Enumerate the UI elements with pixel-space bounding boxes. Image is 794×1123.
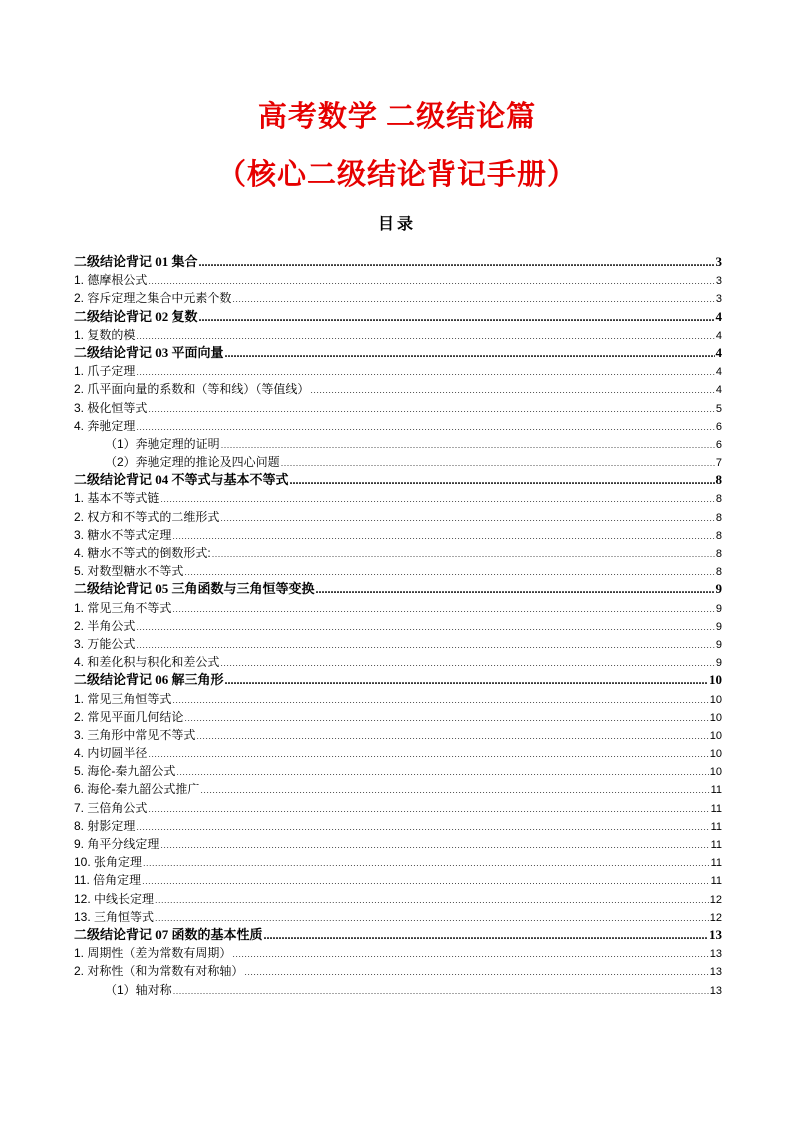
toc-entry[interactable] xyxy=(74,726,722,744)
table-of-contents xyxy=(74,253,722,999)
toc-entry[interactable] xyxy=(74,744,722,762)
toc-entry[interactable] xyxy=(74,635,722,653)
dot-leader xyxy=(136,618,715,636)
dot-leader xyxy=(136,363,715,381)
dot-leader xyxy=(173,982,709,1000)
dot-leader xyxy=(136,327,715,345)
toc-page-number: 10 xyxy=(709,748,722,761)
toc-heading: 目录 xyxy=(377,216,416,233)
dot-leader xyxy=(184,563,715,581)
toc-entry[interactable] xyxy=(74,526,722,544)
dot-leader xyxy=(136,636,715,654)
toc-entry[interactable] xyxy=(74,289,722,307)
dot-leader xyxy=(143,854,710,872)
toc-page-number: 4 xyxy=(715,308,722,324)
toc-entry-label: 二级结论背记 07 函数的基本性质 xyxy=(74,926,263,942)
toc-page-number: 10 xyxy=(709,729,722,742)
toc-entry[interactable] xyxy=(74,362,722,380)
toc-page-number: 9 xyxy=(715,581,722,597)
toc-entry[interactable] xyxy=(74,417,722,435)
toc-entry[interactable] xyxy=(74,380,722,398)
dot-leader xyxy=(264,926,708,944)
toc-page-number: 10 xyxy=(709,672,722,688)
toc-entry[interactable] xyxy=(74,871,722,889)
dot-leader xyxy=(200,781,709,799)
toc-page-number: 11 xyxy=(710,857,722,870)
toc-section-entry[interactable] xyxy=(74,253,722,271)
toc-entry[interactable] xyxy=(74,708,722,726)
toc-entry-label: 9. 角平分线定理 xyxy=(74,837,160,851)
dot-leader xyxy=(212,545,715,563)
dot-leader xyxy=(160,836,709,854)
dot-leader xyxy=(136,818,709,836)
toc-entry-label: 二级结论背记 04 不等式与基本不等式 xyxy=(74,472,289,488)
toc-entry-label: 二级结论背记 06 解三角形 xyxy=(74,672,224,688)
toc-entry-label: 1. 复数的模 xyxy=(74,327,136,342)
toc-entry-label: 4. 内切圆半径 xyxy=(74,746,148,761)
dot-leader xyxy=(148,272,715,290)
toc-page-number: 12 xyxy=(709,893,722,906)
dot-leader xyxy=(220,654,715,672)
toc-page-number: 9 xyxy=(715,602,722,615)
toc-entry-label: 二级结论背记 02 复数 xyxy=(74,308,198,324)
toc-entry-label: 4. 糖水不等式的倒数形式: xyxy=(74,546,211,560)
toc-entry-label: 4. 奔驰定理 xyxy=(74,418,136,433)
toc-entry-label: 2. 常见平面几何结论 xyxy=(74,709,184,724)
dot-leader xyxy=(199,308,715,326)
toc-section-entry[interactable] xyxy=(74,308,722,326)
dot-leader xyxy=(142,872,709,890)
toc-entry[interactable] xyxy=(74,544,722,562)
dot-leader xyxy=(148,800,709,818)
toc-entry[interactable] xyxy=(74,962,722,980)
toc-page-number: 8 xyxy=(715,472,722,488)
document-subtitle: （核心二级结论背记手册） xyxy=(216,159,577,191)
toc-entry[interactable] xyxy=(74,271,722,289)
toc-entry[interactable] xyxy=(74,817,722,835)
toc-section-entry[interactable] xyxy=(74,926,722,944)
dot-leader xyxy=(176,763,708,781)
toc-entry-label: 1. 基本不等式链 xyxy=(74,491,160,506)
toc-entry-label: （1）轴对称 xyxy=(105,982,172,997)
toc-entry[interactable] xyxy=(74,562,722,580)
toc-page-number: 12 xyxy=(709,911,722,924)
toc-entry[interactable] xyxy=(74,435,722,453)
toc-entry[interactable] xyxy=(74,399,722,417)
toc-section-entry[interactable] xyxy=(74,580,722,598)
toc-page-number: 3 xyxy=(715,293,722,306)
toc-entry[interactable] xyxy=(74,690,722,708)
toc-page-number: 9 xyxy=(715,638,722,651)
toc-entry-label: （1）奔驰定理的证明 xyxy=(105,436,220,451)
toc-page-number: 11 xyxy=(710,802,722,815)
dot-leader xyxy=(221,436,715,454)
toc-page-number: 9 xyxy=(715,657,722,670)
dot-leader xyxy=(184,709,708,727)
toc-entry-label: 二级结论背记 01 集合 xyxy=(74,254,198,269)
toc-page-number: 6 xyxy=(715,420,722,433)
toc-entry-label: 1. 周期性（差为常数有周期） xyxy=(74,946,232,961)
toc-entry[interactable] xyxy=(74,908,722,926)
dot-leader xyxy=(310,381,715,399)
dot-leader xyxy=(155,891,709,909)
toc-entry-label: 二级结论背记 03 平面向量 xyxy=(74,344,224,360)
toc-page-number: 8 xyxy=(715,529,722,542)
toc-page-number: 4 xyxy=(715,384,722,397)
toc-entry-label: 5. 对数型糖水不等式 xyxy=(74,564,184,579)
dot-leader xyxy=(225,671,708,689)
toc-page-number: 10 xyxy=(709,766,722,779)
toc-entry-label: 8. 射影定理 xyxy=(74,818,136,833)
dot-leader xyxy=(160,490,715,508)
toc-entry-label: 13. 三角恒等式 xyxy=(74,909,155,924)
toc-page-number: 13 xyxy=(709,966,722,979)
toc-entry-label: 11. 倍角定理 xyxy=(74,873,142,888)
toc-entry-label: 二级结论背记 05 三角函数与三角恒等变换 xyxy=(74,581,315,597)
toc-entry-label: 2. 爪平面向量的系数和（等和线）（等值线） xyxy=(74,382,310,397)
toc-entry-label: 4. 和差化积与积化和差公式 xyxy=(74,655,220,670)
toc-page-number: 11 xyxy=(710,784,722,797)
dot-leader xyxy=(155,909,709,927)
dot-leader xyxy=(316,580,715,598)
toc-entry[interactable] xyxy=(74,890,722,908)
toc-page-number: 3 xyxy=(715,254,722,269)
toc-entry-label: 1. 常见三角不等式 xyxy=(74,600,172,615)
toc-entry-label: 3. 三角形中常见不等式 xyxy=(74,727,196,742)
toc-entry-label: 3. 糖水不等式定理 xyxy=(74,527,172,542)
dot-leader xyxy=(232,290,715,308)
dot-leader xyxy=(281,454,715,472)
dot-leader xyxy=(290,471,715,489)
dot-leader xyxy=(220,509,715,527)
dot-leader xyxy=(196,727,708,745)
document-title: 高考数学 二级结论篇 xyxy=(257,101,537,133)
toc-page-number: 8 xyxy=(715,511,722,524)
toc-entry[interactable] xyxy=(74,780,722,798)
toc-entry-label: 12. 中线长定理 xyxy=(74,891,155,906)
toc-section-entry[interactable] xyxy=(74,344,722,362)
toc-entry[interactable] xyxy=(74,981,722,999)
dot-leader xyxy=(136,418,715,436)
toc-entry[interactable] xyxy=(74,617,722,635)
toc-page-number: 11 xyxy=(710,875,722,888)
toc-page-number: 10 xyxy=(709,711,722,724)
toc-page-number: 13 xyxy=(709,948,722,961)
toc-page-number: 11 xyxy=(710,820,722,833)
toc-entry[interactable] xyxy=(74,799,722,817)
dot-leader xyxy=(232,945,708,963)
toc-entry[interactable] xyxy=(74,944,722,962)
toc-page-number: 6 xyxy=(715,438,722,451)
toc-page-number: 11 xyxy=(710,839,722,851)
toc-entry[interactable] xyxy=(74,489,722,507)
toc-entry[interactable] xyxy=(74,508,722,526)
toc-entry[interactable] xyxy=(74,762,722,780)
toc-page-number: 8 xyxy=(715,493,722,506)
dot-leader xyxy=(148,745,708,763)
toc-page-number: 13 xyxy=(709,926,722,942)
toc-entry-label: 1. 德摩根公式 xyxy=(74,273,148,288)
toc-page-number: 9 xyxy=(715,620,722,633)
toc-entry-label: 1. 常见三角恒等式 xyxy=(74,691,172,706)
toc-entry-label: 7. 三倍角公式 xyxy=(74,800,148,815)
toc-page-number: 8 xyxy=(715,548,722,560)
toc-page-number: 5 xyxy=(715,402,722,415)
toc-entry[interactable] xyxy=(74,326,722,344)
toc-page-number: 13 xyxy=(709,984,722,997)
toc-page-number: 8 xyxy=(715,566,722,579)
toc-page-number: 4 xyxy=(715,344,722,360)
dot-leader xyxy=(148,400,715,418)
toc-entry[interactable] xyxy=(74,453,722,471)
toc-entry-label: 2. 半角公式 xyxy=(74,618,136,633)
toc-entry-label: 2. 权方和不等式的二维形式 xyxy=(74,509,220,524)
toc-section-entry[interactable] xyxy=(74,471,722,489)
toc-entry[interactable] xyxy=(74,835,722,853)
toc-entry[interactable] xyxy=(74,853,722,871)
toc-page-number: 4 xyxy=(715,329,722,342)
dot-leader xyxy=(172,600,715,618)
toc-entry-label: 2. 对称性（和为常数有对称轴） xyxy=(74,964,244,979)
toc-page-number: 3 xyxy=(715,275,722,288)
toc-page-number: 7 xyxy=(715,457,722,470)
toc-entry-label: 5. 海伦-秦九韶公式 xyxy=(74,764,176,779)
toc-entry-label: 6. 海伦-秦九韶公式推广 xyxy=(74,782,200,797)
toc-entry[interactable] xyxy=(74,599,722,617)
toc-entry[interactable] xyxy=(74,653,722,671)
toc-entry-label: 2. 容斥定理之集合中元素个数 xyxy=(74,291,232,306)
dot-leader xyxy=(199,253,715,271)
toc-section-entry[interactable] xyxy=(74,671,722,689)
toc-entry-label: 10. 张角定理 xyxy=(74,855,143,870)
dot-leader xyxy=(244,963,708,981)
dot-leader xyxy=(225,344,715,362)
toc-page-number: 4 xyxy=(715,366,722,379)
toc-entry-label: 3. 极化恒等式 xyxy=(74,400,148,415)
toc-page-number: 10 xyxy=(709,693,722,706)
toc-entry-label: （2）奔驰定理的推论及四心问题 xyxy=(105,455,280,470)
dot-leader xyxy=(172,691,708,709)
toc-entry-label: 1. 爪子定理 xyxy=(74,364,136,379)
toc-entry-label: 3. 万能公式 xyxy=(74,636,136,651)
dot-leader xyxy=(172,527,715,545)
